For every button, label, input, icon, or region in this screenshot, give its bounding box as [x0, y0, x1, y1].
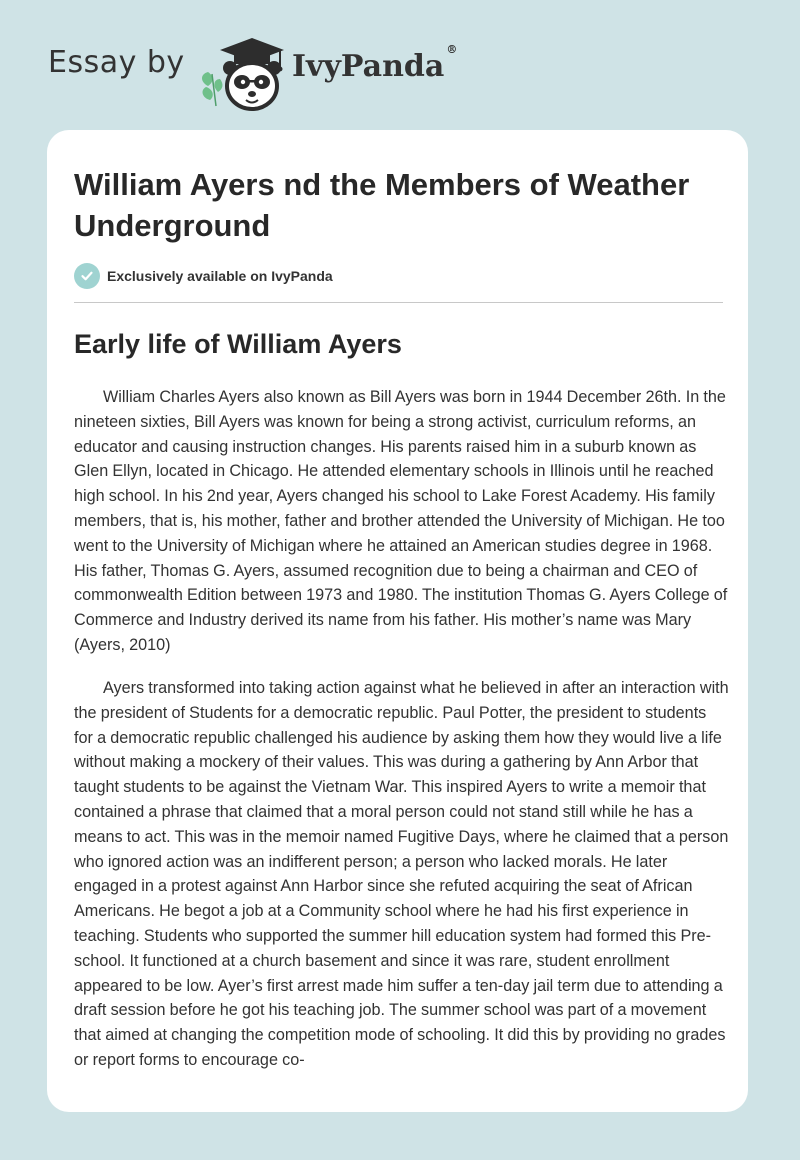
essay-card — [47, 130, 748, 1112]
ivy-leaf-icon — [202, 72, 222, 106]
section-heading: Early life of William Ayers — [74, 329, 402, 359]
body-paragraph: Ayers transformed into taking action against what he believed in after an interaction with the president of Students for a democratic republic. Paul Potter, the president to students for a democratic republic challenged his audience by asking them how they would live a life without making a mockery of their values. This was during a gathering by Ann Arbor that taught students to be against the Vietnam War. This inspired Ayers to write a memoir that contained a phrase that claimed that a moral person could not stand still while he has a means to act. This was in the memoir named Fugitive Days, where he claimed that a person who ignored action was an indifferent person; a person who lacked morals. He later engaged in a protest against Ann Harbor since she refuted acquiring the seat of African Americans. He begot a job at a Community school where he had his first experience in teaching. Students who supported the summer hill education system had formed this Pre-school. It functioned at a church basement and since it was rare, student enrollment appeared to be low. Ayer’s first arrest made him suffer a ten-day jail term due to attending a draft session before he got his teaching job. The summer school was part of a movement that aimed at changing the competition mode of schooling. It did this by providing no grades or report forms to encourage co- — [74, 679, 729, 1069]
exclusive-label: Exclusively available on IvyPanda — [107, 268, 333, 284]
exclusive-badge — [74, 263, 333, 289]
panda-logo-icon[interactable] — [196, 34, 296, 114]
title-divider — [74, 302, 723, 303]
essay-title: William Ayers nd the Members of Weather Underground — [74, 167, 690, 243]
site-header — [0, 0, 800, 130]
body-paragraph: William Charles Ayers also known as Bill Ayers was born in 1944 December 26th. In the nineteen sixties, Bill Ayers was known for being a strong activist, curriculum reforms, an educator and causing instruction changes. His parents raised him in a suburb known as Glen Ellyn, located in Chicago. He attended elementary schools in Illinois until he reached high school. In his 2nd year, Ayers changed his school to Lake Forest Academy. His family members, that is, his mother, father and brother attended the University of Michigan. He too went to the University of Michigan where he attained an American studies degree in 1968. His father, Thomas G. Ayers, assumed recognition due to being a chairman and CEO of commonwealth Edition between 1973 and 1980. The institution Thomas G. Ayers College of Commerce and Industry derived its name from his father. His mother’s name was Mary (Ayers, 2010) — [74, 388, 728, 654]
checkmark-icon — [74, 263, 100, 289]
brand-name[interactable]: IvyPanda ® — [292, 43, 458, 84]
brand-prefix: Essay by — [48, 45, 185, 80]
